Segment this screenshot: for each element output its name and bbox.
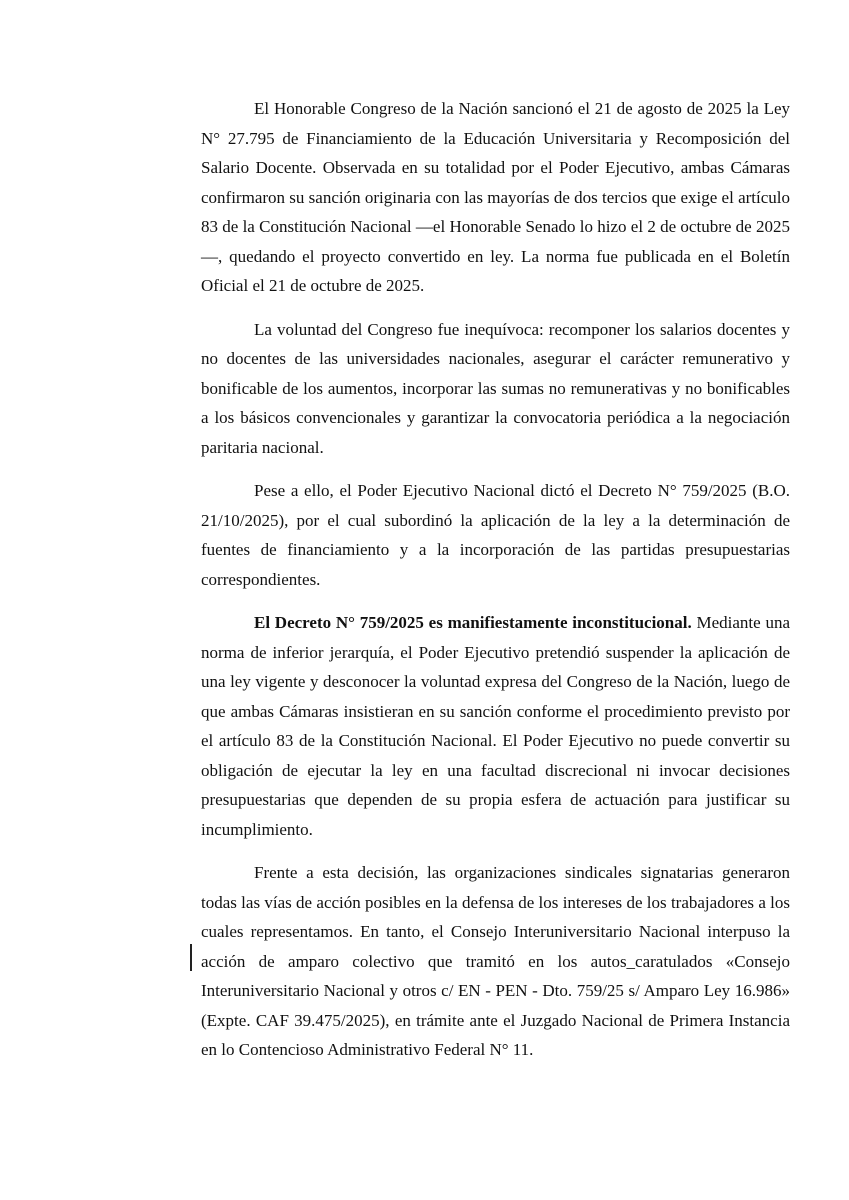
paragraph-bold-lead: El Decreto N° 759/2025 es manifiestamente inconstitucional.	[254, 613, 692, 632]
paragraph-text: Pese a ello, el Poder Ejecutivo Nacional dictó el Decreto N° 759/2025 (B.O. 21/10/2025), por el cual subordinó la aplicación de la ley a la determinación de fuentes de financiamiento y a la incorporación de las partidas presupuestarias correspondientes.	[201, 481, 790, 589]
paragraph-text: Frente a esta decisión, las organizaciones sindicales signatarias generaron todas las vías de acción posibles en la defensa de los intereses de los trabajadores a los cuales representamos. En tanto, el Consejo Interuniversitario Nacional interpuso la acción de amparo colectivo que tramitó en los autos_caratulados «Consejo Interuniversitario Nacional y otros c/ EN - PEN - Dto. 759/25 s/ Amparo Ley 16.986» (Expte. CAF 39.475/2025), en trámite ante el Juzgado Nacional de Primera Instancia en lo Contencioso Administrativo Federal N° 11.	[201, 863, 790, 1059]
paragraph-text: La voluntad del Congreso fue inequívoca: recomponer los salarios docentes y no docentes de las universidades nacionales, asegurar el carácter remunerativo y bonificable de los aumentos, incorporar las sumas no remunerativas y no bonificables a los básicos convencionales y garantizar la convocatoria periódica a la negociación paritaria nacional.	[201, 319, 790, 457]
paragraph-congress-will	[201, 315, 790, 463]
paragraph-unconstitutional	[201, 608, 790, 844]
paragraph-text: El Honorable Congreso de la Nación sancionó el 21 de agosto de 2025 la Ley N° 27.795 de Financiamiento de la Educación Universitaria y Recomposición del Salario Docente. Observada en su totalidad por el Poder Ejecutivo, ambas Cámaras confirmaron su sanción originaria con las mayorías de dos tercios que exige el artículo 83 de la Constitución Nacional —el Honorable Senado lo hizo el 2 de octubre de 2025—, quedando el proyecto convertido en ley. La norma fue publicada en el Boletín Oficial el 21 de octubre de 2025.	[201, 99, 790, 295]
paragraph-decree	[201, 476, 790, 594]
document-body	[201, 94, 790, 1079]
revision-change-bar	[190, 944, 192, 971]
paragraph-text: Mediante una norma de inferior jerarquía, el Poder Ejecutivo pretendió suspender la aplicación de una ley vigente y desconocer la voluntad expresa del Congreso de la Nación, luego de que ambas Cámaras insistieran en su sanción conforme el procedimiento previsto por el artículo 83 de la Constitución Nacional. El Poder Ejecutivo no puede convertir su obligación de ejecutar la ley en una facultad discrecional ni invocar decisiones presupuestarias que dependen de su propia esfera de actuación para justificar su incumplimiento.	[201, 613, 790, 839]
paragraph-law-sanction	[201, 94, 790, 301]
paragraph-amparo-action	[201, 858, 790, 1065]
